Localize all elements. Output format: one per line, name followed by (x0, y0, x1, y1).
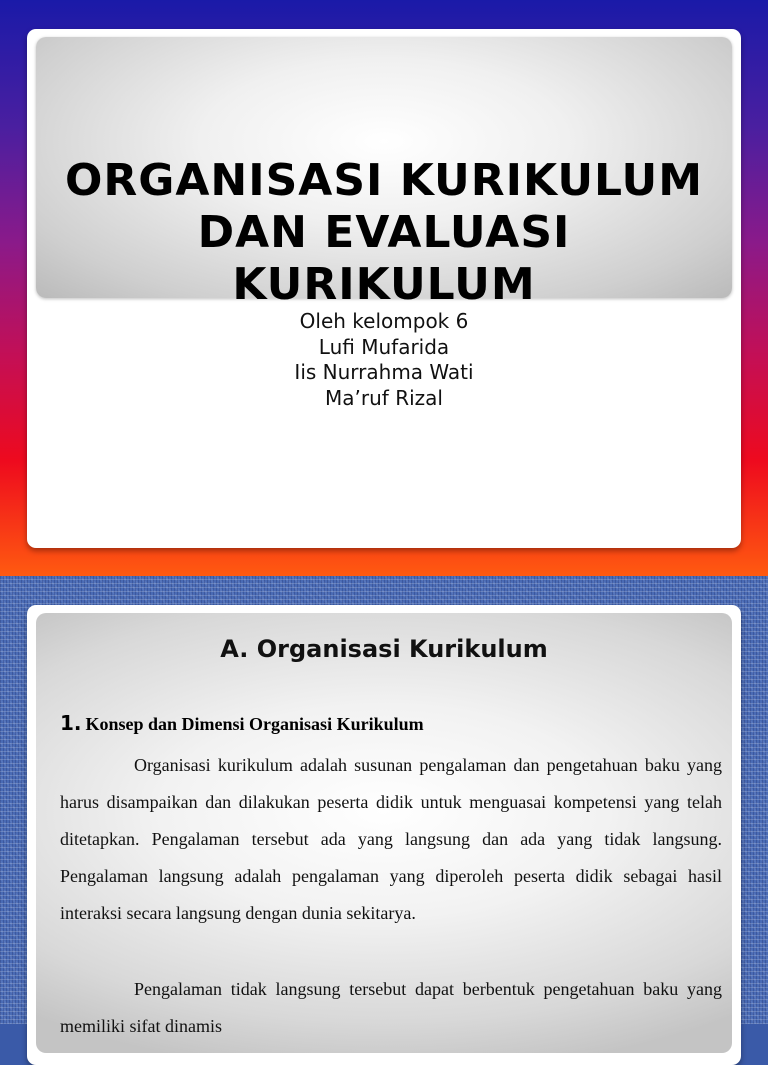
title-placeholder (36, 37, 732, 310)
author-name: Ma’ruf Rizal (325, 385, 443, 410)
title-line: DAN EVALUASI (197, 207, 571, 258)
content-card (27, 605, 741, 1065)
sub-heading-text: Konsep dan Dimensi Organisasi Kurikulum (85, 714, 424, 734)
title-line: ORGANISASI KURIKULUM (64, 155, 704, 206)
body-paragraph: Organisasi kurikulum adalah susunan pengalaman dan pengetahuan baku yang harus disampaikan dan dilakukan peserta didik untuk menguasai kompetensi yang telah ditetapkan. Pengalaman tersebut ada yang langsung dan ada yang tidak langsung. Pengalaman langsung adalah pengalaman yang diperoleh peserta didik sebagai hasil interaksi secara langsung dengan dunia sekitarya. (60, 755, 722, 923)
body-paragraph: Pengalaman tidak langsung tersebut dapat berbentuk pengetahuan baku yang memiliki sifat dinamis (60, 979, 722, 1036)
content-placeholder (36, 613, 732, 1053)
group-label: Oleh kelompok 6 (299, 309, 469, 333)
title-line: KURIKULUM (232, 259, 536, 310)
sub-heading (60, 711, 720, 735)
sub-heading-number: 1. (60, 711, 82, 735)
author-name: Iis Nurrahma Wati (294, 360, 474, 384)
author-list (27, 309, 741, 411)
title-card (27, 29, 741, 548)
section-title: A. Organisasi Kurikulum (220, 635, 548, 663)
author-name: Lufi Mufarida (318, 334, 450, 359)
presentation-title (36, 155, 732, 311)
slide-content (0, 576, 768, 1036)
